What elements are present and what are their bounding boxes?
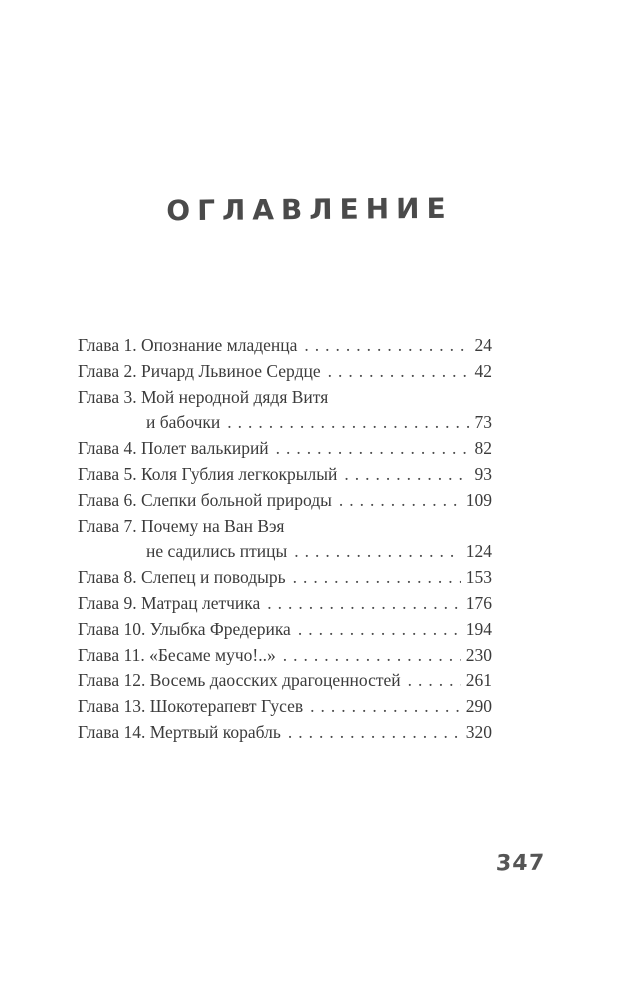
toc-entry-title: и бабочки bbox=[146, 412, 221, 433]
toc-entry-line bbox=[78, 436, 492, 462]
toc-entry-line bbox=[78, 565, 492, 591]
toc-entry-line bbox=[78, 359, 492, 385]
toc-entry-line bbox=[78, 591, 492, 617]
toc-dot-leader bbox=[283, 643, 461, 669]
toc-entry-title: Глава 14. Мертвый корабль bbox=[78, 721, 281, 742]
toc-dot-leader bbox=[276, 436, 470, 462]
toc-dot-leader bbox=[288, 720, 461, 746]
toc-entry-page: 194 bbox=[465, 618, 492, 639]
toc-entry-title: Глава 6. Слепки больной природы bbox=[78, 489, 332, 510]
toc-entry-continuation-line bbox=[78, 539, 492, 565]
toc-dot-leader bbox=[408, 668, 461, 694]
toc-entry-title: Глава 3. Мой неродной дядя Витя bbox=[78, 386, 329, 407]
toc-entry-line bbox=[78, 514, 492, 540]
toc-entry-page: 42 bbox=[474, 360, 492, 381]
toc-entry-line bbox=[78, 333, 492, 359]
toc-dot-leader bbox=[310, 694, 461, 720]
toc-entry-continuation-line bbox=[78, 410, 492, 436]
toc-dot-leader bbox=[344, 462, 469, 488]
toc-entry-page: 176 bbox=[465, 592, 492, 613]
toc-entry-line bbox=[78, 488, 492, 514]
toc-entry-line bbox=[78, 617, 492, 643]
toc-entry-line bbox=[78, 694, 492, 720]
toc-list bbox=[78, 333, 492, 746]
toc-entry-line bbox=[78, 668, 492, 694]
toc-entry-page: 24 bbox=[474, 335, 492, 355]
toc-entry-line bbox=[78, 385, 492, 411]
toc-entry-title: не садились птицы bbox=[146, 541, 288, 562]
toc-entry-title: Глава 4. Полет валькирий bbox=[78, 438, 269, 459]
toc-entry-title: Глава 13. Шокотерапевт Гусев bbox=[78, 696, 304, 717]
toc-dot-leader bbox=[267, 591, 460, 617]
toc-entry-page: 320 bbox=[465, 721, 492, 742]
toc-entry-page: 153 bbox=[465, 567, 492, 588]
toc-dot-leader bbox=[298, 617, 461, 643]
page-number: 347 bbox=[495, 850, 546, 877]
toc-entry-page: 109 bbox=[465, 489, 492, 510]
toc-dot-leader bbox=[328, 359, 470, 385]
toc-entry-page: 93 bbox=[474, 463, 492, 484]
toc-entry-title: Глава 11. «Бесаме мучо!..» bbox=[78, 644, 276, 665]
toc-entry-page: 73 bbox=[474, 412, 492, 433]
toc-dot-leader bbox=[227, 410, 469, 436]
toc-entry-line bbox=[78, 720, 492, 746]
toc-entry-title: Глава 2. Ричард Львиное Сердце bbox=[78, 360, 321, 381]
toc-dot-leader bbox=[339, 488, 461, 514]
toc-entry-title: Глава 5. Коля Гублия легкокрылый bbox=[78, 463, 338, 484]
toc-entry-page: 124 bbox=[465, 541, 492, 562]
toc-entry-title: Глава 10. Улыбка Фредерика bbox=[78, 618, 291, 639]
toc-entry-line bbox=[78, 643, 492, 669]
toc-entry-page: 261 bbox=[465, 670, 492, 691]
toc-dot-leader bbox=[304, 333, 469, 359]
toc-entry-page: 82 bbox=[474, 438, 492, 459]
toc-entry-title: Глава 12. Восемь даосских драгоценностей bbox=[78, 670, 401, 691]
toc-entry-title: Глава 1. Опознание младенца bbox=[78, 335, 298, 355]
toc-entry-title: Глава 9. Матрац летчика bbox=[78, 592, 261, 613]
toc-entry-page: 230 bbox=[465, 644, 492, 665]
toc-entry-title: Глава 8. Слепец и поводырь bbox=[78, 567, 286, 588]
page-title: ОГЛАВЛЕНИЕ bbox=[166, 191, 453, 228]
toc-entry-page: 290 bbox=[465, 696, 492, 717]
toc-entry-line bbox=[78, 462, 492, 488]
toc-dot-leader bbox=[293, 565, 461, 591]
toc-entry-title: Глава 7. Почему на Ван Вэя bbox=[78, 515, 285, 536]
toc-dot-leader bbox=[294, 539, 461, 565]
